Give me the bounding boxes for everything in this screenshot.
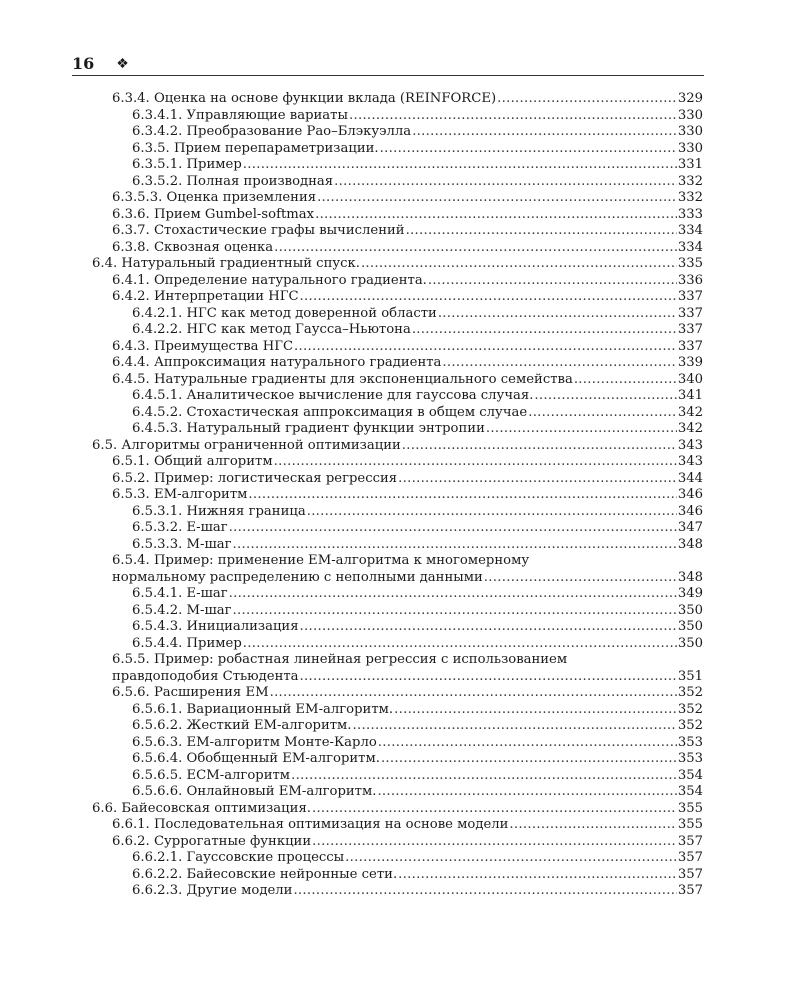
toc-entry[interactable] [132,751,703,768]
dot-leader [274,454,677,471]
toc-entry-title: 6.5.5. Пример: робастная линейная регрессия с использованием [112,652,568,667]
toc-entry-title: 6.4.5.3. Натуральный градиент функции энтропии [132,421,485,436]
dot-leader [406,223,677,240]
toc-entry[interactable] [112,817,703,834]
toc-entry-title: 6.3.5.2. Полная производная [132,173,334,189]
toc-entry[interactable] [112,240,703,257]
dot-leader [412,124,677,141]
dot-leader [361,256,677,273]
toc-entry[interactable] [112,570,703,587]
toc-entry[interactable] [112,372,703,389]
dot-leader [317,190,677,207]
toc-entry-page: 341 [677,388,703,403]
toc-entry-page: 349 [677,586,703,601]
toc-entry-page: 354 [677,784,703,799]
toc-entry-title: 6.3.4.1. Управляющие вариаты [132,107,348,123]
toc-entry[interactable] [132,619,703,636]
toc-entry-page: 330 [677,140,703,156]
toc-entry-page: 348 [677,569,703,585]
toc-entry[interactable] [132,883,703,900]
toc-entry[interactable] [132,306,703,323]
toc-entry-title: 6.5.3. ЕМ-алгоритм [112,487,248,502]
toc-entry-title: 6.6.2.1. Гауссовские процессы [132,850,345,865]
dot-leader [377,784,676,801]
toc-entry-page: 332 [677,190,703,205]
toc-entry-title: 6.5.6.4. Обобщенный ЕМ-алгоритм. [132,751,380,766]
toc-entry-page: 332 [677,173,703,189]
toc-entry[interactable] [112,553,703,570]
toc-entry-title: 6.5.6. Расширения ЕМ [112,685,269,700]
toc-entry[interactable] [112,273,703,290]
toc-entry[interactable] [112,190,703,207]
dot-leader [294,339,677,356]
toc-entry[interactable] [112,487,703,504]
dot-leader [334,174,677,191]
toc-entry-title: 6.5. Алгоритмы ограниченной оптимизации [92,437,401,453]
toc-entry-page: 346 [677,503,703,519]
toc-entry-page: 331 [677,157,703,172]
toc-entry[interactable] [112,207,703,224]
toc-entry[interactable] [132,388,703,405]
toc-entry-page: 357 [677,833,703,849]
toc-entry-page: 337 [677,338,703,354]
dot-leader [497,91,677,108]
toc-entry-title: 6.5.6.5. ЕСМ-алгоритм [132,767,291,783]
toc-entry-page: 347 [677,520,703,535]
toc-entry-page: 346 [677,487,703,502]
toc-entry-page: 333 [677,206,703,222]
toc-entry-title: 6.4.2. Интерпретации НГС [112,289,299,304]
toc-entry-title: 6.4.5. Натуральные градиенты для экспоненциального семейства [112,371,573,387]
toc-entry[interactable] [132,537,703,554]
toc-entry-title: 6.4.4. Аппроксимация натурального градиента [112,355,442,370]
toc-entry[interactable] [132,768,703,785]
toc-entry-page: 342 [677,404,703,420]
toc-entry-page: 350 [677,635,703,651]
dot-leader [398,471,677,488]
toc-entry-page: 334 [677,239,703,255]
toc-entry-title: 6.5.3.1. Нижняя граница [132,503,306,519]
toc-entry-page: 330 [677,124,703,139]
toc-entry-title: 6.5.3.2. Е-шаг [132,520,228,535]
toc-entry[interactable] [112,471,703,488]
toc-entry[interactable] [112,91,703,108]
toc-entry-page: 352 [677,685,703,700]
toc-entry-title: 6.3.7. Стохастические графы вычислений [112,223,405,238]
toc-entry[interactable] [132,504,703,521]
dot-leader [233,603,677,620]
toc-entry-title: 6.6. Байесовская оптимизация. [92,800,311,816]
toc-entry-title: 6.5.6.6. Онлайновый ЕМ-алгоритм. [132,784,377,799]
toc-entry[interactable] [132,108,703,125]
toc-entry-page: 334 [677,223,703,238]
toc-entry-page: 357 [677,850,703,865]
dot-leader [229,520,677,537]
dot-leader [574,372,677,389]
toc-entry-title: 6.5.4. Пример: применение ЕМ-алгоритма к многомерному [112,553,530,568]
toc-entry-title: 6.5.6.1. Вариационный ЕМ-алгоритм. [132,701,394,717]
toc-entry[interactable] [112,652,703,669]
dot-leader [248,487,676,504]
toc-entry[interactable] [112,685,703,702]
toc-entry[interactable] [112,355,703,372]
header-rule [72,75,704,76]
toc-entry-page: 337 [677,289,703,304]
toc-entry-page: 355 [677,800,703,816]
toc-entry-page: 348 [677,536,703,552]
toc-entry-title: 6.4.2.2. НГС как метод Гаусса–Ньютона [132,322,411,337]
toc-entry[interactable] [132,784,703,801]
toc-entry-page: 339 [677,355,703,370]
dot-leader [300,289,677,306]
dot-leader [353,718,677,735]
toc-entry-title: 6.5.6.2. Жесткий ЕМ-алгоритм. [132,718,352,733]
toc-entry-page: 353 [677,734,703,750]
toc-entry-title: 6.5.2. Пример: логистическая регрессия [112,470,398,486]
table-of-contents [0,91,800,900]
dot-leader [270,685,677,702]
toc-entry-title: 6.5.6.3. ЕМ-алгоритм Монте-Карло [132,734,377,750]
dot-leader [243,157,677,174]
toc-entry-title: 6.3.5.3. Оценка приземления [112,190,317,205]
dot-leader [412,322,677,339]
toc-entry[interactable] [132,586,703,603]
toc-entry-title: 6.5.3.3. М-шаг [132,536,232,552]
dot-leader [381,751,677,768]
dot-leader [442,355,676,372]
dot-leader [293,883,676,900]
toc-entry[interactable] [132,636,703,653]
toc-entry[interactable] [132,322,703,339]
toc-entry-page: 344 [677,470,703,486]
toc-entry[interactable] [92,438,703,455]
dot-leader [300,669,677,686]
toc-entry[interactable] [92,801,703,818]
toc-entry[interactable] [132,405,703,422]
dot-leader [229,586,677,603]
toc-entry-page: 335 [677,256,703,271]
toc-entry-title: 6.3.4. Оценка на основе функции вклада (REINFORCE) [112,91,497,106]
toc-entry-title: 6.3.4.2. Преобразование Рао–Блэкуэлла [132,124,412,139]
toc-entry-page: 337 [677,305,703,321]
toc-entry-title: 6.3.6. Прием Gumbel-softmax [112,206,315,222]
dot-leader [307,504,677,521]
toc-entry-page: 330 [677,107,703,123]
toc-entry-page: 355 [677,817,703,832]
toc-entry-page: 337 [677,322,703,337]
toc-entry-title: 6.6.2.3. Другие модели [132,883,293,898]
toc-entry[interactable] [132,520,703,537]
ornament-icon: ❖ [116,55,129,72]
toc-entry-title: 6.3.8. Сквозная оценка [112,239,274,255]
dot-leader [402,438,677,455]
toc-entry-page: 357 [677,883,703,898]
toc-entry-title: 6.4.3. Преимущества НГС [112,338,294,354]
dot-leader [315,207,677,224]
dot-leader [378,735,677,752]
toc-entry-title: 6.6.2. Суррогатные функции [112,833,312,849]
toc-entry[interactable] [132,124,703,141]
toc-entry[interactable] [112,339,703,356]
dot-leader [486,421,677,438]
toc-entry[interactable] [132,421,703,438]
toc-entry-title: 6.3.5.1. Пример [132,157,242,172]
toc-entry[interactable] [132,702,703,719]
toc-entry[interactable] [112,454,703,471]
toc-entry-title: 6.5.1. Общий алгоритм [112,454,273,469]
toc-entry[interactable] [112,223,703,240]
toc-entry[interactable] [132,850,703,867]
dot-leader [243,636,677,653]
dot-leader [349,108,677,125]
toc-entry-title: правдоподобия Стьюдента [112,668,299,684]
toc-entry-page: 353 [677,751,703,766]
toc-entry[interactable] [112,669,703,686]
toc-entry-page: 329 [677,91,703,106]
dot-leader [380,141,677,158]
dot-leader [509,817,676,834]
toc-entry-title: 6.4.5.2. Стохастическая аппроксимация в общем случае [132,404,528,420]
toc-entry-page: 352 [677,718,703,733]
toc-entry-title: 6.4.1. Определение натурального градиента. [112,272,427,288]
toc-entry-page: 352 [677,701,703,717]
toc-entry[interactable] [92,256,703,273]
toc-entry-page: 336 [677,272,703,288]
dot-leader [428,273,677,290]
dot-leader [484,570,677,587]
toc-entry-title: 6.6.2.2. Байесовские нейронные сети. [132,866,398,882]
dot-leader [300,619,677,636]
toc-entry[interactable] [112,834,703,851]
dot-leader [398,867,677,884]
toc-entry[interactable] [112,289,703,306]
toc-entry-page: 343 [677,437,703,453]
dot-leader [312,801,677,818]
page-header [72,54,704,73]
toc-entry-page: 340 [677,371,703,387]
toc-entry-title: 6.5.4.4. Пример [132,635,242,651]
dot-leader [345,850,677,867]
toc-entry-page: 342 [677,421,703,436]
page-number: 16 [72,54,95,73]
toc-entry[interactable] [132,867,703,884]
toc-entry-page: 354 [677,767,703,783]
dot-leader [274,240,677,257]
dot-leader [534,388,676,405]
toc-entry-page: 343 [677,454,703,469]
toc-entry-title: 6.4. Натуральный градиентный спуск. [92,256,360,271]
toc-entry-page: 357 [677,866,703,882]
toc-entry-title: 6.6.1. Последовательная оптимизация на основе модели [112,817,509,832]
dot-leader [528,405,677,422]
dot-leader [438,306,677,323]
toc-entry-title: 6.5.4.2. М-шаг [132,602,232,618]
toc-entry[interactable] [132,174,703,191]
toc-entry[interactable] [132,718,703,735]
dot-leader [233,537,677,554]
toc-entry[interactable] [132,141,703,158]
toc-entry-title: 6.4.2.1. НГС как метод доверенной области [132,305,437,321]
dot-leader [312,834,677,851]
toc-entry-title: нормальному распределению с неполными данными [112,569,483,585]
toc-entry[interactable] [132,157,703,174]
toc-entry-title: 6.5.4.3. Инициализация [132,619,299,634]
toc-entry-title: 6.5.4.1. Е-шаг [132,586,228,601]
toc-entry-title: 6.4.5.1. Аналитическое вычисление для гауссова случая. [132,388,534,403]
toc-entry[interactable] [132,603,703,620]
toc-entry-page: 350 [677,619,703,634]
toc-entry-page: 351 [677,668,703,684]
toc-entry-page: 350 [677,602,703,618]
toc-entry-title: 6.3.5. Прием перепараметризации. [132,140,379,156]
dot-leader [291,768,677,785]
toc-entry[interactable] [132,735,703,752]
dot-leader [394,702,677,719]
